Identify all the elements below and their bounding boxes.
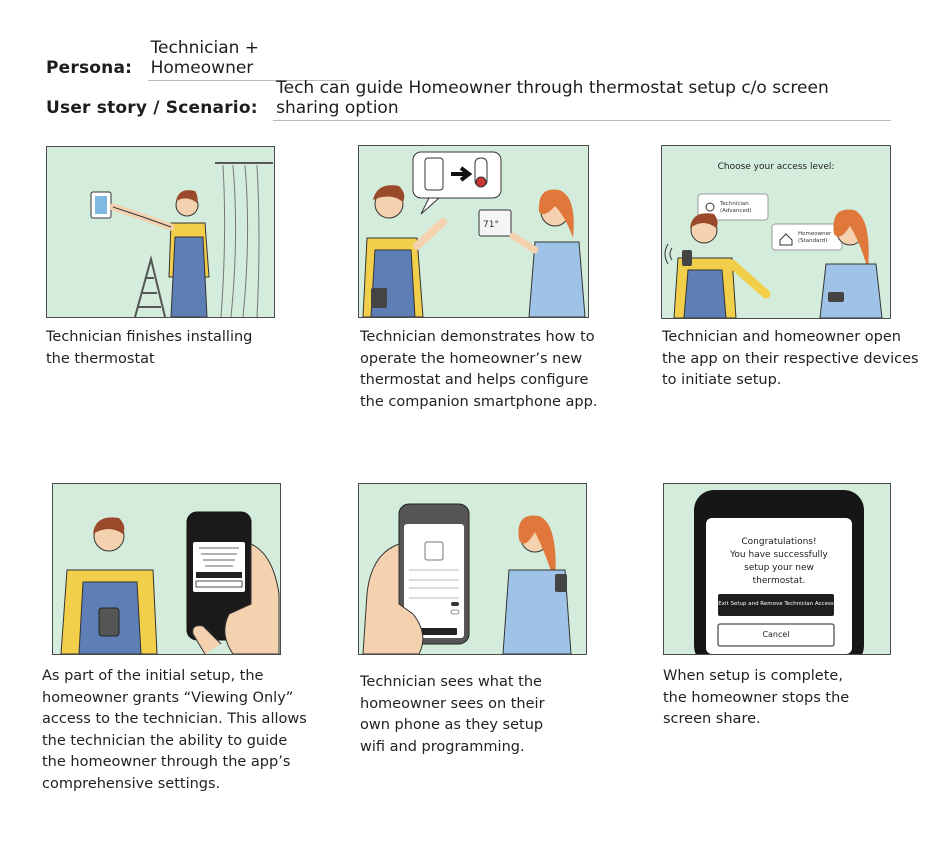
panel-2-caption: Technician demonstrates how to operate the homeowner’s new thermostat and helps configure the companion smartphone app. [360, 329, 598, 410]
ladder-icon [135, 259, 165, 317]
access-level-title: Choose your access level: [717, 162, 835, 172]
thermostat-display: 71° [483, 220, 499, 230]
homeowner-sweater [820, 264, 882, 318]
homeowner-phone [555, 574, 567, 592]
technician-phone [371, 288, 387, 308]
homeowner-pointing-arm [513, 236, 535, 250]
technician-overalls [171, 237, 207, 317]
panel-4-caption: As part of the initial setup, the homeowner grants “Viewing Only” access to the technician. This allows the technician the ability to guide the homeowner through the app’s comprehensive settings. [42, 668, 307, 792]
congratulations-message: Congratulations! You have successfully setup your new thermostat. [730, 537, 828, 586]
exit-setup-button-label[interactable]: Exit Setup and Remove Technician Access [718, 601, 834, 607]
persona-row [46, 38, 346, 81]
storyboard-panel-6 [663, 483, 891, 655]
technician-overalls [684, 270, 726, 318]
technician-thumbs-up-arm [417, 222, 443, 246]
storyboard-panel-5 [358, 483, 587, 655]
user-story-value: Tech can guide Homeowner through thermostat setup c/o screen sharing option [273, 78, 891, 121]
panel-1-caption: Technician finishes installing the thermostat [46, 329, 253, 367]
panel-6-caption: When setup is complete, the homeowner stops the screen share. [663, 668, 850, 727]
panel-3-caption: Technician and homeowner open the app on their respective devices to initiate setup. [662, 329, 919, 388]
technician-phone [99, 608, 119, 636]
persona-value: Technician + Homeowner [148, 38, 346, 81]
wifi-signal-icon [665, 244, 672, 264]
homeowner-option-label[interactable]: Homeowner (Standard) [798, 231, 832, 244]
panel-4-illustration [53, 484, 280, 654]
panel-5-illustration [359, 484, 586, 654]
technician-phone [682, 250, 692, 266]
panel-2-illustration [359, 146, 588, 317]
curtain [221, 165, 259, 317]
cancel-button-label[interactable]: Cancel [762, 630, 790, 639]
user-story-label: User story / Scenario: [46, 98, 258, 118]
storyboard-panel-3 [661, 145, 891, 319]
user-story-row [46, 78, 891, 121]
panel-1-illustration [47, 147, 274, 317]
homeowner-sweater [529, 242, 585, 317]
thermostat-thumbnail [425, 542, 443, 560]
persona-label: Persona: [46, 58, 133, 78]
storyboard-panel-1 [46, 146, 275, 318]
technician-option-label[interactable]: Technician (Advanced) [720, 201, 752, 214]
toggle-icon [451, 602, 459, 606]
deny-button [196, 581, 242, 587]
phone-icon [425, 158, 443, 190]
grant-access-button [196, 572, 242, 578]
panel-5-caption: Technician sees what the homeowner sees on their own phone as they setup wifi and programming. [360, 674, 545, 755]
storyboard-panel-4 [52, 483, 281, 655]
homeowner-phone [828, 292, 844, 302]
storyboard-panel-2 [358, 145, 589, 318]
